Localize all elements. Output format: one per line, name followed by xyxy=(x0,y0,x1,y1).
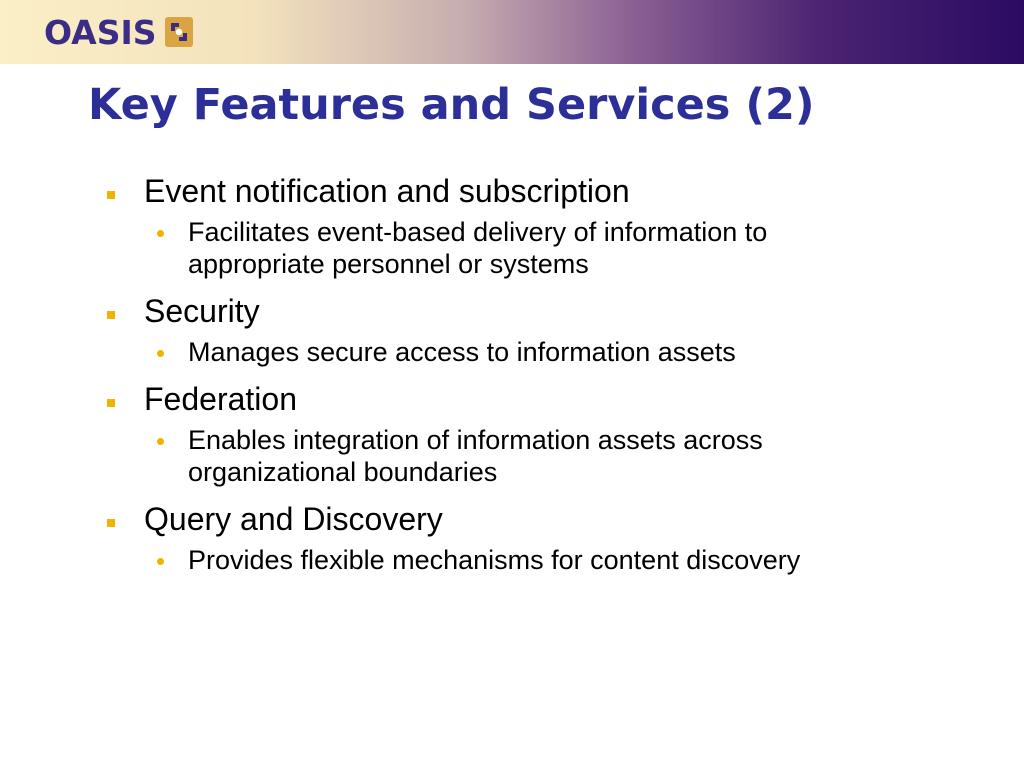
bullet-heading xyxy=(104,292,924,330)
oasis-logo-mark-icon xyxy=(165,17,193,47)
bullet-heading-text: Security xyxy=(144,293,260,329)
bullet-heading-text: Query and Discovery xyxy=(144,501,443,537)
list-item xyxy=(104,500,924,576)
bullet-heading xyxy=(104,172,924,210)
bullet-detail xyxy=(188,216,888,280)
square-bullet-icon xyxy=(107,311,115,319)
bullet-detail-text: Manages secure access to information assets xyxy=(188,337,736,367)
square-bullet-icon xyxy=(107,399,115,407)
bullet-heading-text: Federation xyxy=(144,381,297,417)
dot-bullet-icon xyxy=(157,558,164,565)
list-item xyxy=(104,380,924,488)
bullet-detail-text: Facilitates event-based delivery of information to appropriate personnel or systems xyxy=(188,217,768,279)
bullet-detail-text: Enables integration of information assets across organizational boundaries xyxy=(188,425,763,487)
header-band xyxy=(0,0,1024,64)
dot-bullet-icon xyxy=(157,438,164,445)
dot-bullet-icon xyxy=(157,230,164,237)
slide-title: Key Features and Services (2) xyxy=(88,80,815,130)
bullet-detail xyxy=(188,336,888,368)
bullet-heading xyxy=(104,500,924,538)
bullet-heading-text: Event notification and subscription xyxy=(144,173,630,209)
bullet-detail xyxy=(188,544,888,576)
oasis-logo xyxy=(44,12,193,52)
bullet-detail xyxy=(188,424,888,488)
square-bullet-icon xyxy=(107,191,115,199)
dot-bullet-icon xyxy=(157,350,164,357)
logo-text: OASIS xyxy=(44,12,157,52)
list-item xyxy=(104,172,924,280)
bullet-list xyxy=(104,172,924,588)
bullet-detail-text: Provides flexible mechanisms for content discovery xyxy=(188,545,801,575)
square-bullet-icon xyxy=(107,519,115,527)
bullet-heading xyxy=(104,380,924,418)
list-item xyxy=(104,292,924,368)
